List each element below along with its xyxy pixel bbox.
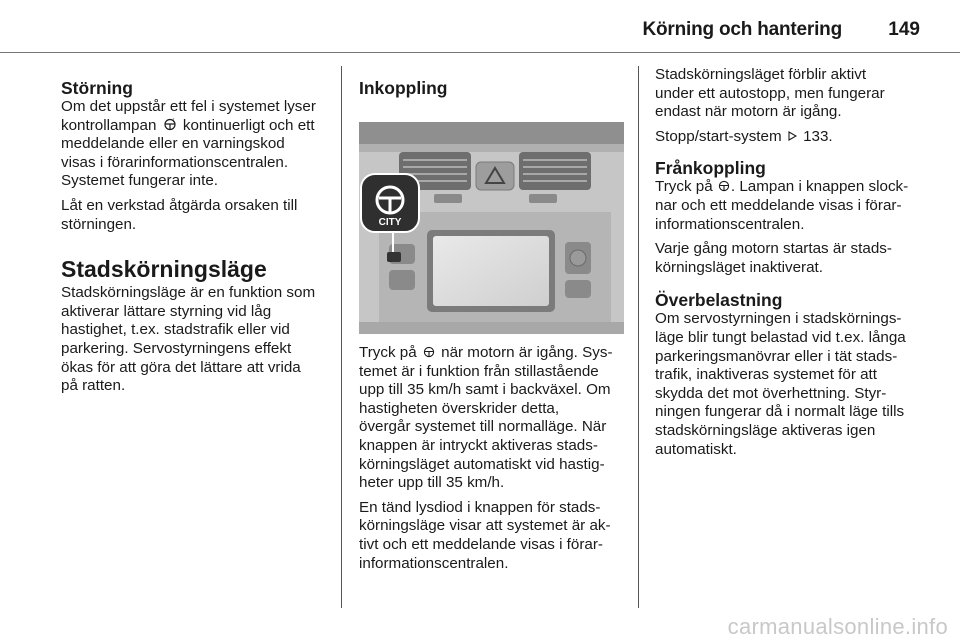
overbelastning-paragraph: Om servostyrningen i stadskörnings- läge blir tungt belastad vid t.ex. långa parkeringsmanövrar eller i tät stads- trafik, inaktiveras systemet för att skydda det mot överhettning. Styr- ningen fungerar då i normalt läge tills stadskörningsläge aktiveras igen automatiskt.: [655, 310, 906, 458]
city-mode-icon: [423, 346, 435, 358]
hazard-button: [476, 162, 514, 190]
dashboard-drawing: [359, 122, 624, 334]
column-2: [359, 66, 624, 579]
dashboard-illustration: [359, 122, 624, 334]
city-button-callout: [361, 174, 419, 232]
stadskorningslage-heading: Stadskörningsläge: [61, 256, 267, 283]
storning-paragraph-2: Låt en verkstad åtgärda orsaken till störningen.: [61, 196, 298, 233]
inkoppling-heading: Inkoppling: [359, 78, 448, 98]
infotainment-screen: [427, 230, 555, 312]
svg-text:!: !: [172, 117, 174, 124]
page-header: [0, 0, 960, 52]
stop-start-reference[interactable]: Stopp/start-system 133.: [655, 127, 833, 145]
triangle-reference-icon: [788, 131, 797, 141]
frankoppling-paragraph-1: Tryck på . Lampan i knappen slock- nar och ett meddelande visas i förar- informationscentralen.: [655, 178, 909, 233]
right-air-vent: [519, 152, 591, 190]
autostop-paragraph: Stadskörningsläget förblir aktivt under ett autostopp, men fungerar endast när motorn är igång.: [655, 66, 885, 121]
page-number: 149: [888, 19, 920, 40]
watermark: carmanualsonline.info: [727, 614, 948, 639]
steering-wheel-warning-icon: [163, 118, 177, 131]
city-mode-icon: [718, 180, 730, 192]
storning-paragraph-1: Om det uppstår ett fel i systemet lyser kontrollampan ! kontinuerligt och ett meddelande eller en varningskod visas i förarinformationscentralen. Systemet fungerar inte.: [61, 98, 316, 190]
frankoppling-heading: Frånkoppling: [655, 158, 766, 179]
column-1: [61, 66, 325, 402]
storning-heading: Störning: [61, 78, 133, 98]
column-divider-2: [638, 66, 639, 608]
stadskorningslage-paragraph: Stadskörningsläge är en funktion som aktiverar lättare styrning vid låg hastighet, t.ex. stadstrafik eller vid parkering. Servostyrningens effekt ökas för att göra det lättare att vrida på ratten.: [61, 284, 316, 395]
column-divider-1: [341, 66, 342, 608]
frankoppling-paragraph-2: Varje gång motorn startas är stads- körningsläget inaktiverat.: [655, 240, 892, 276]
inkoppling-paragraph-1: Tryck på när motorn är igång. Sys- temet är i funktion från stillastående upp till 35 km/h samt i backväxel. Om hastigheten överskrider detta, övergår systemet till normalläge. När knappen är intryckt aktiveras stads- körningsläget automatiskt vid hastig- heter upp till 35 km/h.: [359, 344, 613, 492]
chapter-title: Körning och hantering: [642, 19, 842, 40]
column-3: [655, 66, 923, 465]
overbelastning-heading: Överbelastning: [655, 290, 783, 311]
city-button-label: CITY: [378, 217, 402, 228]
header-divider: [0, 52, 960, 53]
right-control-buttons: [565, 242, 591, 298]
inkoppling-paragraph-2: En tänd lysdiod i knappen för stads- körningsläge visar att systemet är ak- tivt och ett meddelande visas i förar- informationscentralen.: [359, 498, 611, 572]
